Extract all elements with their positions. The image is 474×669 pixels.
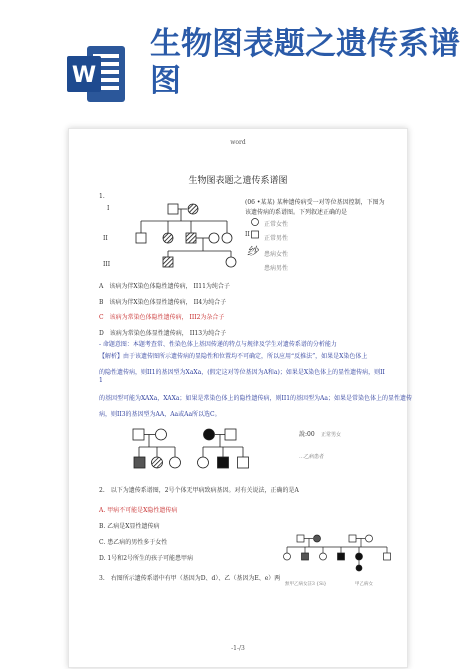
- q2-stem: 2. 以下为遗传系谱图，2号个体无甲病致病基因。对有关说法，正确的是A: [99, 487, 299, 494]
- q2-side-text-2: 正常男女: [321, 432, 342, 438]
- word-file-icon: [65, 42, 129, 106]
- gen-label-3: III: [103, 261, 111, 268]
- q1-analysis-line1: 【解析】由于该遗传图所示遗传病的显隐性和位置均不可确定，所以应用“反推法”，如果是X染色体上: [99, 353, 368, 360]
- gen-label-1: I: [107, 205, 110, 212]
- q2-small-caption-2: 甲乙病女: [355, 582, 373, 587]
- q1-stem-line1: (06 •某某) 某种遗传病受一对等位基因控制，下图为: [245, 199, 385, 206]
- doc-label: word: [230, 139, 246, 146]
- q1-analysis-line2: 的隐性遗传病，则II1的基因型为XaXa，(假定这对等位基因为A和a)；如果是X染色体上的显性遗传病，则II: [99, 369, 385, 376]
- q1-analysis-line5: 病，则II3的基因型为AA，Aa或Aa所以选C。: [99, 411, 221, 418]
- q1-option-a: A 该病为伴X染色体隐性遗传病， II11为纯合子: [99, 283, 230, 290]
- page-number: -1-/3: [231, 645, 245, 652]
- q2-option-b: B. 乙病是X显性遗传病: [99, 523, 160, 530]
- q1-analysis-line4: 的基因型可能为XAXa，XAXa；如果是常染色体上的隐性遗传病，则II1的基因型为Aa；如果是常染色体上的显性遗传: [99, 395, 412, 402]
- q2-option-c: C. 患乙病的男性多于女性: [99, 539, 168, 546]
- doc-heading: 生物图表题之遗传系谱图: [188, 176, 288, 186]
- document-page: [68, 128, 412, 668]
- q2-option-a: A. 甲病不可能是X隐性遗传病: [99, 507, 178, 514]
- handwriting-mark: 纱: [247, 245, 258, 258]
- q1-stem-line2: 该遗传病的系谱图。下列叙述正确的是: [245, 209, 348, 216]
- q3-stem: 3. 右图所示遗传系谱中有甲（基因为D、d）、乙（基因为E、e）两: [99, 575, 281, 582]
- q2-option-d: D. 1号和2号所生的孩子可能患甲病: [99, 555, 194, 562]
- q2-pedigree-chart: [131, 425, 291, 475]
- legend-affected-male: 患病男性: [264, 265, 289, 272]
- q2-small-caption-1: 無甲乙病女註3 {Si}: [285, 582, 327, 587]
- legend-affected-female: 患病女性: [264, 251, 289, 258]
- q1-note: - 命题意图：本题考查常、性染色体上基因传递的特点与规律及学生对遗传系谱的分析能力: [99, 341, 337, 348]
- q1-pedigree-chart: [113, 199, 243, 271]
- q3-pedigree-chart: [283, 533, 393, 573]
- q1-number: 1.: [99, 193, 105, 200]
- q2-side-text-3: …乙病患者: [299, 454, 325, 460]
- svg-text:W: W: [71, 63, 97, 88]
- legend-normal-female: 正常女性: [264, 221, 289, 228]
- hero-title: 生物图表题之遗传系谱图: [150, 26, 460, 99]
- q1-option-d: D 该病为常染色体显性遗传病， II13为纯合子: [99, 330, 227, 337]
- legend-normal-male: 正常男性: [264, 235, 289, 242]
- q1-option-c: C 该病为常染色体隐性遗传病， III2为杂合子: [99, 314, 225, 321]
- legend-gen-II: II: [245, 231, 250, 238]
- q1-analysis-line3: 1: [99, 377, 103, 384]
- q2-side-text-1: 說:00: [299, 431, 315, 438]
- gen-label-2: II: [103, 235, 108, 242]
- q1-option-b: B 该病为伴X染色体显性遗传病， II4为纯合子: [99, 299, 227, 306]
